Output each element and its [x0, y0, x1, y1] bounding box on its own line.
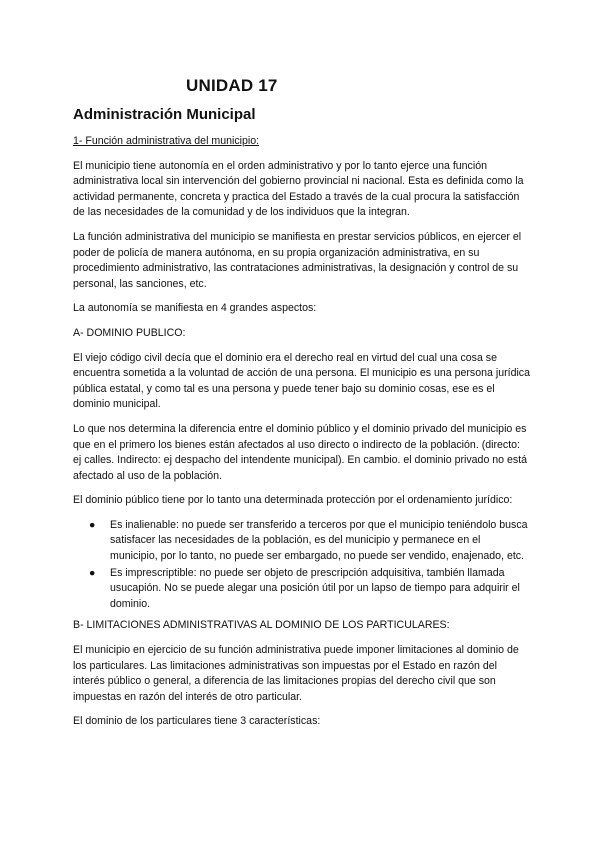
- paragraph: El dominio de los particulares tiene 3 características:: [73, 715, 321, 728]
- paragraph: El municipio en ejercicio de su función administrativa puede imponer limitaciones al dominio de los particulares. Las limitaciones administrativas son impuestas por el Estado en razón del interés público o general, a diferencia de las limitaciones propias del derecho civil que son impuestas en razón del interés de otro particular.: [73, 644, 519, 703]
- section-b-heading: B- LIMITACIONES ADMINISTRATIVAS AL DOMINIO DE LOS PARTICULARES:: [73, 619, 450, 632]
- list-item-text: Es imprescriptible: no puede ser objeto de prescripción adquisitiva, también llamada usucapión. No se puede alegar una posición útil por un lapso de tiempo para adquirir el dominio.: [110, 566, 520, 610]
- section-a-heading: A- DOMINIO PUBLICO:: [73, 326, 186, 339]
- unit-title: UNIDAD 17: [186, 76, 278, 95]
- paragraph: El viejo código civil decía que el dominio era el derecho real en virtud del cual una cosa se encuentra sometida a la voluntad de acción de una persona. El municipio es una persona jurídica pública estatal, y como tal es una persona y puede tener bajo su dominio cosas, ese es el dominio municipal.: [73, 351, 531, 411]
- section-1-heading: 1- Función administrativa del municipio:: [73, 135, 260, 147]
- bullet-list: [73, 518, 531, 613]
- document-body: [73, 134, 531, 739]
- list-item: [73, 518, 531, 565]
- bullet-icon: ●: [89, 518, 96, 531]
- paragraph: Lo que nos determina la diferencia entre el dominio público y el dominio privado del municipio es que en el primero los bienes están afectados al uso directo o indirecto de la población. (directo: ej calles. Indirecto: ej despacho del intendente municipal). En cambio. el dominio privado no está afectado al uso de la población.: [73, 422, 528, 482]
- paragraph: La autonomía se manifiesta en 4 grandes aspectos:: [73, 302, 317, 315]
- page-subtitle: Administración Municipal: [73, 106, 256, 123]
- list-item: [73, 566, 531, 613]
- paragraph: El dominio público tiene por lo tanto una determinada protección por el ordenamiento jurídico:: [73, 494, 513, 507]
- paragraph: La función administrativa del municipio se manifiesta en prestar servicios públicos, en ejercer el poder de policía de manera autónoma, en su propia organización administrativa, en su procedimiento administrativo, las contrataciones administrativas, la designación y control de su personal, las sanciones, etc.: [73, 230, 522, 290]
- list-item-text: Es inalienable: no puede ser transferido a terceros por que el municipio teniéndolo busca satisfacer las necesidades de la población, es del municipio y permanece en el municipio, por lo tanto, no puede ser embargado, no puede ser vendido, enajenado, etc.: [110, 518, 528, 563]
- paragraph: El municipio tiene autonomía en el orden administrativo y por lo tanto ejerce una función administrativa local sin intervención del gobierno provincial ni nacional. Esta es definida como la actividad permanente, concreta y practica del Estado a través de la cual procura la satisfacción de las necesidades de la comunidad y de los individuos que la integran.: [73, 159, 524, 219]
- bullet-icon: ●: [89, 566, 96, 579]
